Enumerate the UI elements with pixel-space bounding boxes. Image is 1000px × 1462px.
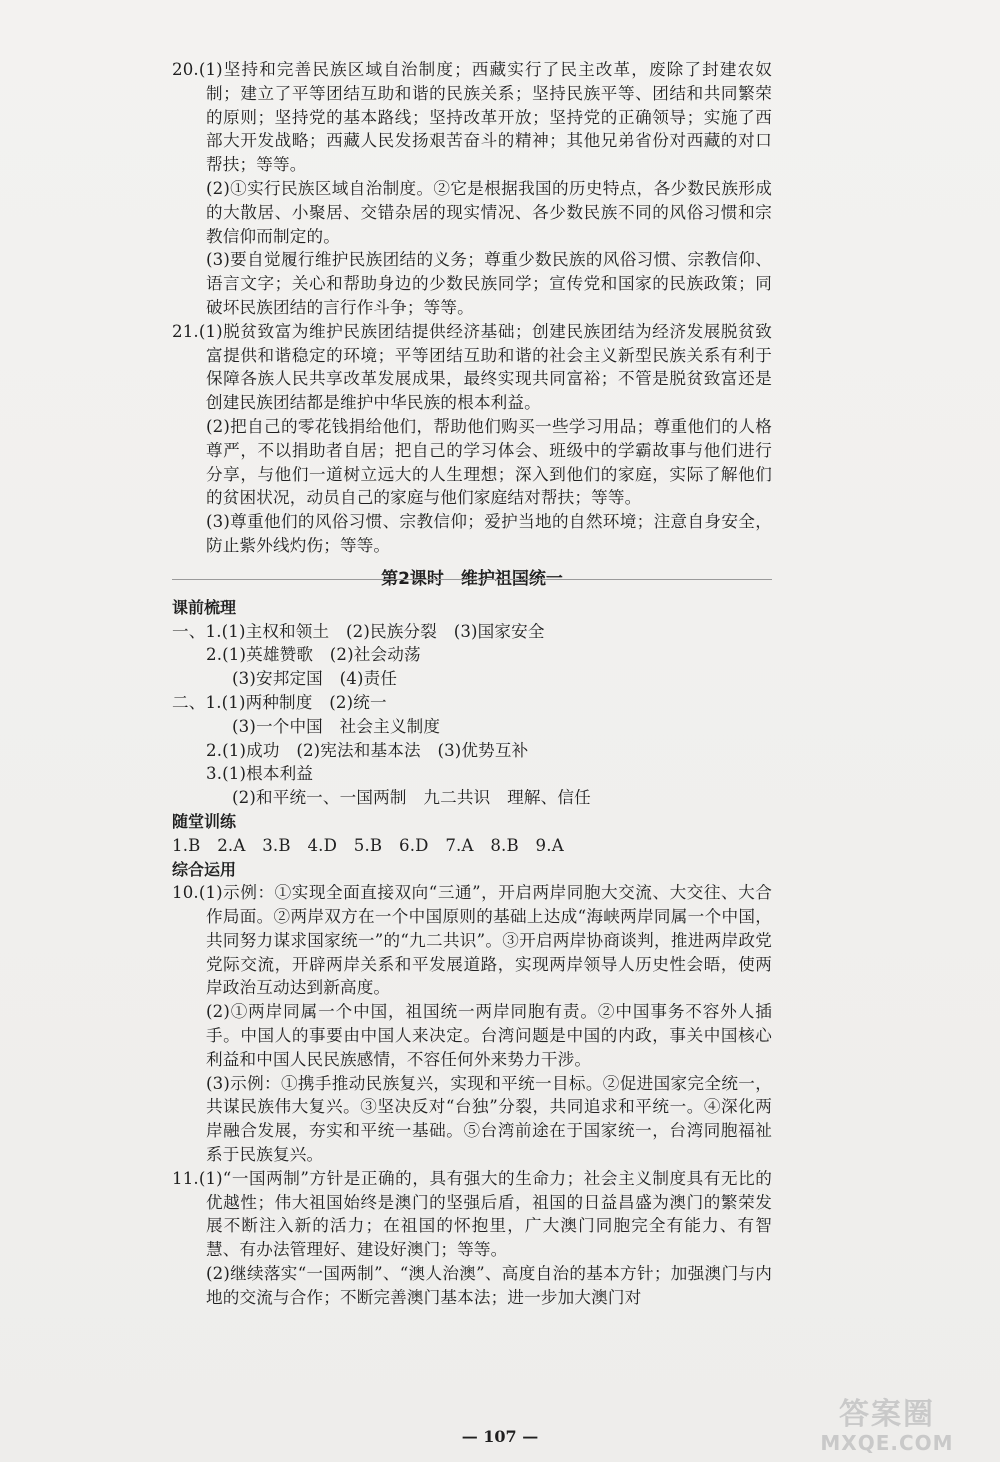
watermark-logo bbox=[792, 1398, 982, 1458]
answer-paragraph: (3)安邦定国 (4)责任 bbox=[232, 669, 398, 689]
answer-paragraph: 1.B 2.A 3.B 4.D 5.B 6.D 7.A 8.B 9.A bbox=[172, 835, 564, 855]
answer-paragraph: 2.(1)成功 (2)宪法和基本法 (3)优势互补 bbox=[206, 740, 529, 760]
watermark-title: 答案圈 bbox=[839, 1397, 935, 1432]
answer-paragraph: (3)示例：①携手推动民族复兴，实现和平统一目标。②促进国家完全统一，共谋民族伟大复兴。③坚决反对“台独”分裂，共同追求和平统一。④深化两岸融合发展，夯实和平统一基础。⑤台湾前途在于国家统一，台湾同胞福祉系于民族复兴。 bbox=[206, 1073, 772, 1165]
answer-paragraph: (2)和平统一、一国两制 九二共识 理解、信任 bbox=[232, 788, 591, 808]
answer-paragraph: (2)①两岸同属一个中国，祖国统一两岸同胞有责。②中国事务不容外人插手。中国人的事要由中国人来决定。台湾问题是中国的内政，事关中国核心利益和中国人民民族感情，不容任何外来势力干涉。 bbox=[206, 1002, 772, 1069]
watermark-url: MXQE.COM bbox=[820, 1431, 954, 1455]
answer-paragraph: (2)把自己的零花钱捐给他们，帮助他们购买一些学习用品；尊重他们的人格尊严，不以捐助者自居；把自己的学习体会、班级中的学霸故事与他们进行分享，与他们一道树立远大的人生理想；深入到他们的家庭，实际了解他们的贫困状况，动员自己的家庭与他们家庭结对帮扶；等等。 bbox=[206, 416, 772, 508]
page-number: — 107 — bbox=[461, 1427, 539, 1446]
section-heading: 随堂训练 bbox=[172, 811, 237, 831]
answer-paragraph: 20.(1)坚持和完善民族区域自治制度；西藏实行了民主改革，废除了封建农奴制；建立了平等团结互助和谐的民族关系；坚持民族平等、团结和共同繁荣的原则；坚持党的基本路线；坚持改革开放；坚持党的正确领导；实施了西部大开发战略；西藏人民发扬艰苦奋斗的精神；其他兄弟省份对西藏的对口帮扶；等等。 bbox=[172, 60, 772, 175]
section-heading: 课前梳理 bbox=[172, 597, 237, 617]
answer-content bbox=[172, 58, 772, 1310]
answer-paragraph: 一、1.(1)主权和领土 (2)民族分裂 (3)国家安全 bbox=[172, 621, 545, 641]
answer-paragraph: (3)尊重他们的风俗习惯、宗教信仰；爱护当地的自然环境；注意自身安全，防止紫外线灼伤；等等。 bbox=[206, 512, 772, 555]
answer-paragraph: (3)一个中国 社会主义制度 bbox=[232, 716, 441, 736]
answer-paragraph: 11.(1)“一国两制”方针是正确的，具有强大的生命力；社会主义制度具有无比的优越性；伟大祖国始终是澳门的坚强后盾，祖国的日益昌盛为澳门的繁荣发展不断注入新的活力；在祖国的怀抱里，广大澳门同胞完全有能力、有智慧、有办法管理好、建设好澳门；等等。 bbox=[172, 1168, 772, 1260]
answer-paragraph: 10.(1)示例：①实现全面直接双向“三通”，开启两岸同胞大交流、大交往、大合作局面。②两岸双方在一个中国原则的基础上达成“海峡两岸同属一个中国，共同努力谋求国家统一”的“九二共识”。③开启两岸协商谈判，推进两岸政党党际交流，开辟两岸关系和平发展道路，实现两岸领导人历史性会晤，使两岸政治互动达到新高度。 bbox=[172, 883, 772, 998]
answer-paragraph: (3)要自觉履行维护民族团结的义务；尊重少数民族的风俗习惯、宗教信仰、语言文字；关心和帮助身边的少数民族同学；宣传党和国家的民族政策；同破坏民族团结的言行作斗争；等等。 bbox=[206, 250, 772, 317]
answer-paragraph: 2.(1)英雄赞歌 (2)社会动荡 bbox=[206, 645, 421, 665]
answer-paragraph: (2)①实行民族区域自治制度。②它是根据我国的历史特点，各少数民族形成的大散居、小聚居、交错杂居的现实情况、各少数民族不同的风俗习惯和宗教信仰而制定的。 bbox=[206, 178, 772, 246]
answer-paragraph: (2)继续落实“一国两制”、“澳人治澳”、高度自治的基本方针；加强澳门与内地的交流与合作；不断完善澳门基本法；进一步加大澳门对 bbox=[206, 1264, 772, 1307]
divider-line bbox=[172, 579, 772, 580]
answer-paragraph: 21.(1)脱贫致富为维护民族团结提供经济基础；创建民族团结为经济发展脱贫致富提供和谐稳定的环境；平等团结互助和谐的社会主义新型民族关系有利于保障各族人民共享改革发展成果，最终实现共同富裕；不管是脱贫致富还是创建民族团结都是维护中华民族的根本利益。 bbox=[172, 321, 772, 413]
lesson-title: 第2课时 维护祖国统一 bbox=[381, 568, 563, 589]
answer-paragraph: 3.(1)根本利益 bbox=[206, 764, 314, 784]
section-heading: 综合运用 bbox=[172, 859, 237, 879]
answer-paragraph: 二、1.(1)两种制度 (2)统一 bbox=[172, 692, 387, 712]
